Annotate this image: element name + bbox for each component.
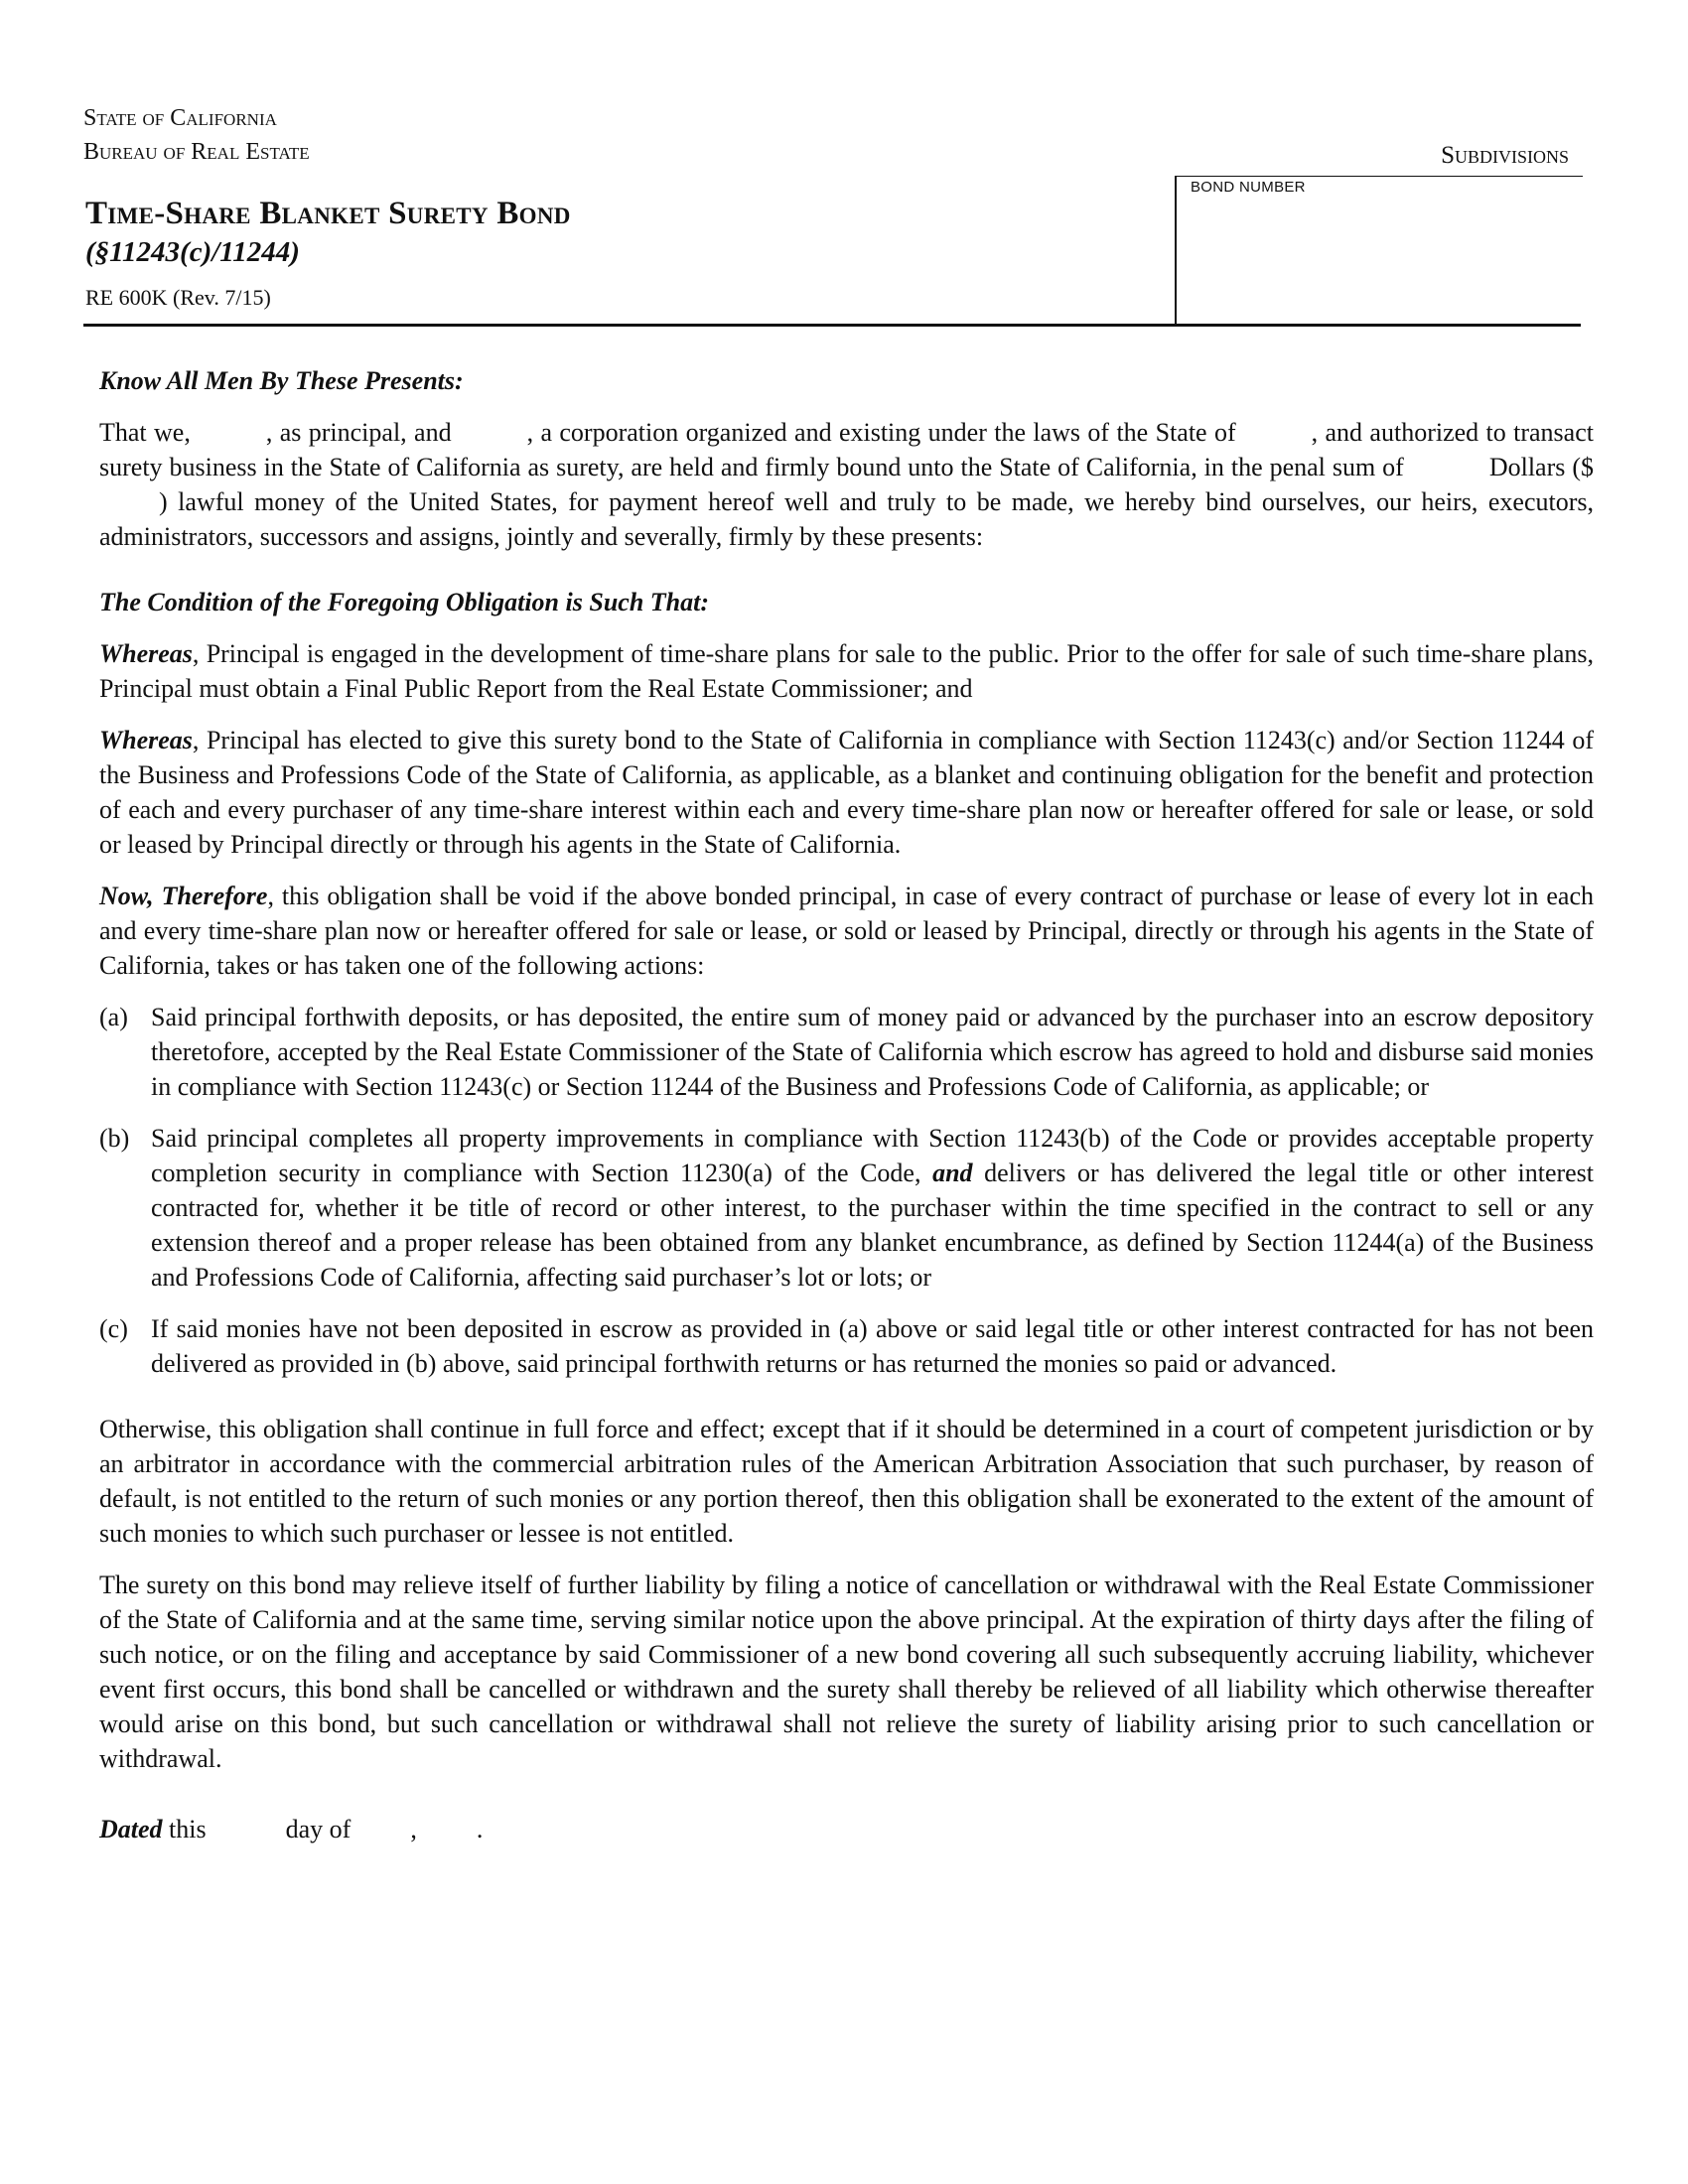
bond-number-label: BOND NUMBER — [1191, 179, 1306, 196]
bond-number-field[interactable] — [1175, 176, 1583, 324]
dated-comma: , — [410, 1815, 417, 1843]
now-therefore-lead: Now, Therefore — [99, 882, 268, 910]
heading-condition: The Condition of the Foregoing Obligation is Such That: — [99, 588, 709, 616]
whereas-1-text: , Principal is engaged in the development of time-share plans for sale to the public. Prior to the offer for sale of such time-share plans, Principal must obtain a Final Public Report from the Real Estate Commissioner; and — [99, 639, 1594, 703]
item-a-text: Said principal forthwith deposits, or has deposited, the entire sum of money paid or advanced by the purchaser into an escrow depository theretofore, accepted by the Real Estate Commissioner of the State of California which escrow has agreed to hold and disburse said monies in compliance with Section 11243(c) or Section 11244 of the Business and Professions Code of California, as applicable; or — [151, 1003, 1594, 1101]
title-block — [85, 196, 571, 311]
whereas-2-text: , Principal has elected to give this surety bond to the State of California in compliance with Section 11243(c) and/or Section 11244 of the Business and Professions Code of the State of California, as applicable, as a blanket and continuing obligation for the benefit and protection of each and every purchaser of any time-share interest within each and every time-share plan now or hereafter offered for sale or lease, or sold or leased by Principal directly or through his agents in the State of California. — [99, 726, 1594, 859]
whereas-1-lead: Whereas — [99, 639, 193, 668]
dated-day-of: day of — [285, 1815, 352, 1843]
item-b-text-1: Said principal completes all property improvements in compliance with Section 11243(b) of the Code or provides acceptable property completion security in compliance with Section 11230(a) of the Code, — [151, 1124, 1594, 1187]
parties-text-1: That we, — [99, 418, 191, 447]
parties-text-2: , as principal, and — [265, 418, 452, 447]
parties-text-3: , a corporation organized and existing under the laws of the State of — [526, 418, 1236, 447]
item-b-tag: (b) — [99, 1124, 130, 1153]
whereas-2-lead: Whereas — [99, 726, 193, 754]
form-section-reference: (§11243(c)/11244) — [85, 236, 300, 268]
dated-line — [99, 1812, 1594, 1846]
paragraph-otherwise: Otherwise, this obligation shall continue in full force and effect; except that if it should be determined in a court of competent jurisdiction or by an arbitrator in accordance with the commercial arbitration rules of the American Arbitration Association that such purchaser, by reason of default, is not entitled to the return of such monies or any portion thereof, then this obligation shall be exonerated to the extent of the amount of such monies to which such purchaser or lessee is not entitled. — [99, 1415, 1594, 1548]
parties-text-5: Dollars ($ — [1488, 453, 1594, 481]
paragraph-parties — [99, 415, 1594, 554]
item-b-and: and — [932, 1159, 973, 1187]
header-divider — [83, 324, 1581, 327]
item-b-text-2: delivers or has delivered the legal title or other interest contracted for, whether it be title of record or other interest, to the purchaser within the time specified in the contract to sell or any extension thereof and a proper release has been obtained from any blanket encumbrance, as defined by Section 11244(a) of the Business and Professions Code of California, affecting said purchaser’s lot or lots; or — [151, 1159, 1595, 1292]
parties-text-4: , and authorized to transact surety business in the State of California as surety, are held and firmly bound unto the State of California, in the penal sum of — [99, 418, 1594, 481]
item-c-tag: (c) — [99, 1314, 128, 1343]
agency-line-2: Bureau of Real Estate — [83, 139, 310, 165]
bond-body — [99, 363, 1594, 1846]
dated-this: this — [169, 1815, 207, 1843]
paragraph-now-therefore — [99, 879, 1594, 983]
paragraph-whereas-2 — [99, 723, 1594, 862]
form-title: Time-Share Blanket Surety Bond — [85, 196, 571, 231]
item-c-text: If said monies have not been deposited in escrow as provided in (a) above or said legal title or other interest contracted for has not been delivered as provided in (b) above, said principal forthwith returns or has returned the monies so paid or advanced. — [151, 1314, 1594, 1378]
parties-text-6: ) lawful money of the United States, for payment hereof well and truly to be made, we hereby bind ourselves, our heirs, executors, administrators, successors and assigns, jointly and severally, firmly by these presents: — [99, 487, 1594, 551]
category-label: Subdivisions — [1441, 142, 1569, 169]
form-id: RE 600K (Rev. 7/15) — [85, 285, 271, 310]
condition-item-a — [99, 1000, 1594, 1104]
agency-line-1: State of California — [83, 105, 277, 131]
item-a-tag: (a) — [99, 1003, 128, 1031]
now-therefore-text: , this obligation shall be void if the above bonded principal, in case of every contract of purchase or lease of every lot in each and every time-share plan now or hereafter offered for sale or lease, or sold or leased by Principal, directly or through his agents in the State of California, takes or has taken one of the following actions: — [99, 882, 1594, 980]
dated-lead: Dated — [99, 1815, 163, 1843]
paragraph-surety-release: The surety on this bond may relieve itself of further liability by filing a notice of cancellation or withdrawal with the Real Estate Commissioner of the State of California and at the same time, serving similar notice upon the above principal. At the expiration of thirty days after the filing of such notice, or on the filing and acceptance by said Commissioner of a new bond covering all such subsequently accruing liability, whichever event first occurs, this bond shall be cancelled or withdrawn and the surety shall thereby be relieved of all liability which otherwise thereafter would arise on this bond, but such cancellation or withdrawal shall not relieve the surety of liability arising prior to such cancellation or withdrawal. — [99, 1570, 1594, 1773]
condition-item-c — [99, 1311, 1594, 1381]
paragraph-whereas-1 — [99, 636, 1594, 706]
agency-header — [83, 101, 310, 169]
heading-know-all-men: Know All Men By These Presents: — [99, 366, 464, 395]
dated-period: . — [476, 1815, 484, 1843]
condition-item-b — [99, 1121, 1594, 1295]
